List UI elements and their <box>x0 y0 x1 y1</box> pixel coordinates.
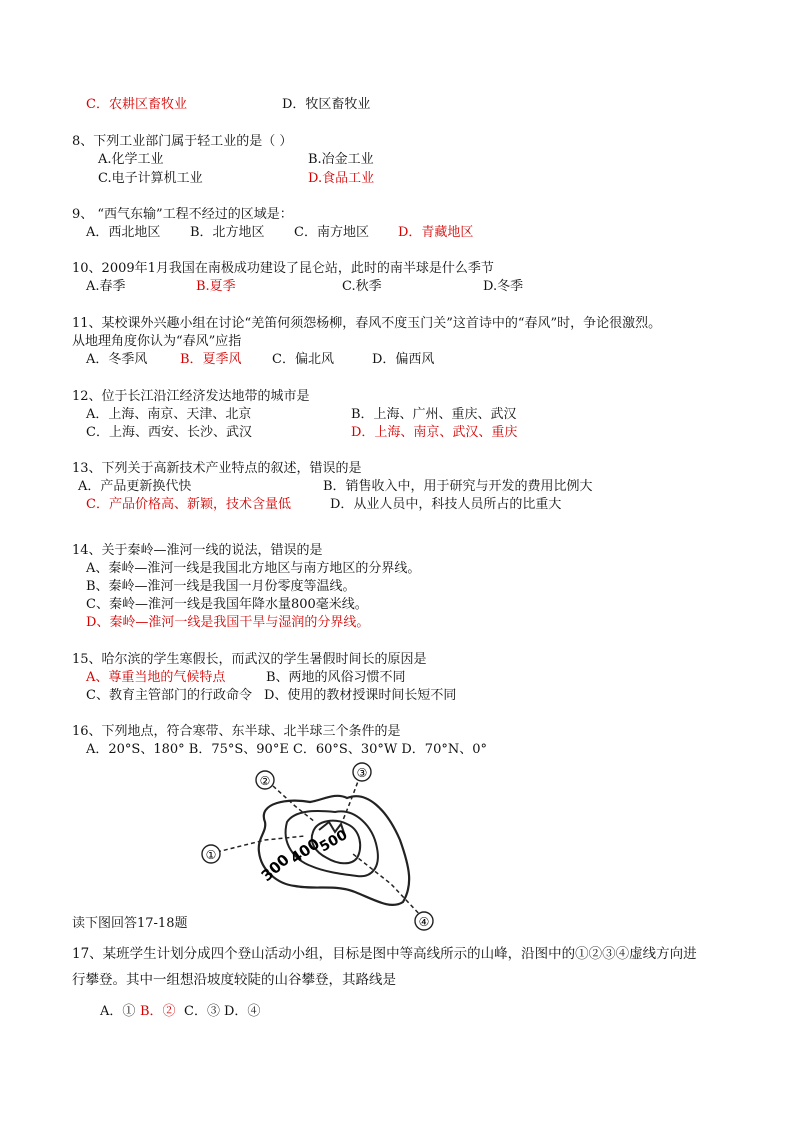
q16-options: A．20°S、180° B．75°S、90°E C．60°S、30°W D．70°N、0° <box>86 742 487 757</box>
q17-stem-line2: 行攀登。其中一组想沿坡度较陡的山谷攀登，其路线是 <box>72 972 396 988</box>
q12-option-b: B．上海、广州、重庆、武汉 <box>351 407 517 422</box>
q17-option-d: D．④ <box>224 1004 261 1019</box>
q7-option-c: C．农耕区畜牧业 <box>86 97 187 112</box>
q16-stem: 16、下列地点，符合寒带、东半球、北半球三个条件的是 <box>72 724 401 739</box>
route-label-2 <box>256 771 274 789</box>
q9-option-d: D．青藏地区 <box>398 225 474 240</box>
contour-label-500: 500 <box>317 826 351 856</box>
q11-option-c: C．偏北风 <box>272 352 334 367</box>
q8-option-d: D.食品工业 <box>308 171 375 186</box>
q17-stem-line1: 17、某班学生计划分成四个登山活动小组，目标是图中等高线所示的山峰，沿图中的①②③④虚线方向进 <box>72 946 697 962</box>
q8-option-b: B.冶金工业 <box>308 152 374 167</box>
svg-text:④: ④ <box>418 915 430 929</box>
route-label-1 <box>202 845 220 863</box>
svg-text:③: ③ <box>356 766 368 780</box>
svg-text:①: ① <box>205 848 217 862</box>
q12-stem: 12、位于长江沿江经济发达地带的城市是 <box>72 389 310 404</box>
q14-option-b: B、秦岭—淮河一线是我国一月份零度等温线。 <box>86 579 356 594</box>
q9-option-c: C．南方地区 <box>294 225 369 240</box>
q11-option-a: A．冬季风 <box>86 352 148 367</box>
q8-option-c: C.电子计算机工业 <box>98 171 203 186</box>
q9-stem: 9、 “西气东输”工程不经过的区域是： <box>72 207 293 222</box>
q15-stem: 15、哈尔滨的学生寒假长，而武汉的学生暑假时间长的原因是 <box>72 652 427 667</box>
q7-option-d: D．牧区畜牧业 <box>282 97 371 112</box>
q11-stem-line1: 11、某校课外兴趣小组在讨论“羌笛何须怨杨柳，春风不度玉门关”这首诗中的“春风”时，争论很激烈。 <box>72 316 662 331</box>
q13-stem: 13、下列关于高新技术产业特点的叙述，错误的是 <box>72 461 362 476</box>
q13-option-a: A．产品更新换代快 <box>78 479 192 494</box>
q10-option-b: B.夏季 <box>196 279 236 294</box>
route-label-3 <box>353 763 371 781</box>
q15-option-b: B、两地的风俗习惯不同 <box>266 670 406 685</box>
q14-option-d: D、秦岭—淮河一线是我国干旱与湿润的分界线。 <box>86 615 370 630</box>
q12-option-c: C．上海、西安、长沙、武汉 <box>86 425 252 440</box>
q8-stem: 8、下列工业部门属于轻工业的是（ ） <box>72 134 293 149</box>
route-label-4 <box>415 912 433 930</box>
contour-label-300: 300 <box>257 850 293 885</box>
q11-option-d: D．偏西风 <box>372 352 435 367</box>
contour-map <box>195 760 445 932</box>
route-4-dashed <box>353 854 423 918</box>
q15-option-d: D、使用的教材授课时间长短不同 <box>264 688 457 703</box>
q17-option-a: A．① <box>100 1004 136 1019</box>
q14-option-a: A、秦岭—淮河一线是我国北方地区与南方地区的分界线。 <box>86 561 421 576</box>
q10-stem: 10、2009年1月我国在南极成功建设了昆仑站，此时的南半球是什么季节 <box>72 261 494 276</box>
contour-label-400: 400 <box>286 834 323 868</box>
q14-option-c: C、秦岭—淮河一线是我国年降水量800毫米线。 <box>86 597 368 612</box>
q13-option-d: D．从业人员中，科技人员所占的比重大 <box>330 497 562 512</box>
q10-option-a: A.春季 <box>86 279 126 294</box>
q9-option-a: A．西北地区 <box>86 225 161 240</box>
q17-option-c: C．③ <box>184 1004 220 1019</box>
q12-option-d: D．上海、南京、武汉、重庆 <box>351 425 518 440</box>
q13-option-c: C．产品价格高、新颖，技术含量低 <box>86 497 291 512</box>
q8-option-a: A.化学工业 <box>98 152 164 167</box>
q13-option-b: B．销售收入中，用于研究与开发的费用比例大 <box>323 479 593 494</box>
q15-option-a: A、尊重当地的气候特点 <box>86 670 226 685</box>
q15-option-c: C、教育主管部门的行政命令 <box>86 688 252 703</box>
q14-stem: 14、关于秦岭—淮河一线的说法，错误的是 <box>72 543 323 558</box>
q11-stem-line2: 从地理角度你认为“春风”应指 <box>72 334 242 349</box>
q12-option-a: A．上海、南京、天津、北京 <box>86 407 252 422</box>
read-instruction: 读下图回答17-18题 <box>72 916 188 931</box>
svg-text:②: ② <box>259 774 271 788</box>
q10-option-d: D.冬季 <box>483 279 524 294</box>
q9-option-b: B．北方地区 <box>190 225 265 240</box>
q10-option-c: C.秋季 <box>342 279 382 294</box>
q11-option-b: B．夏季风 <box>180 352 242 367</box>
q17-option-b: B．② <box>140 1004 176 1019</box>
